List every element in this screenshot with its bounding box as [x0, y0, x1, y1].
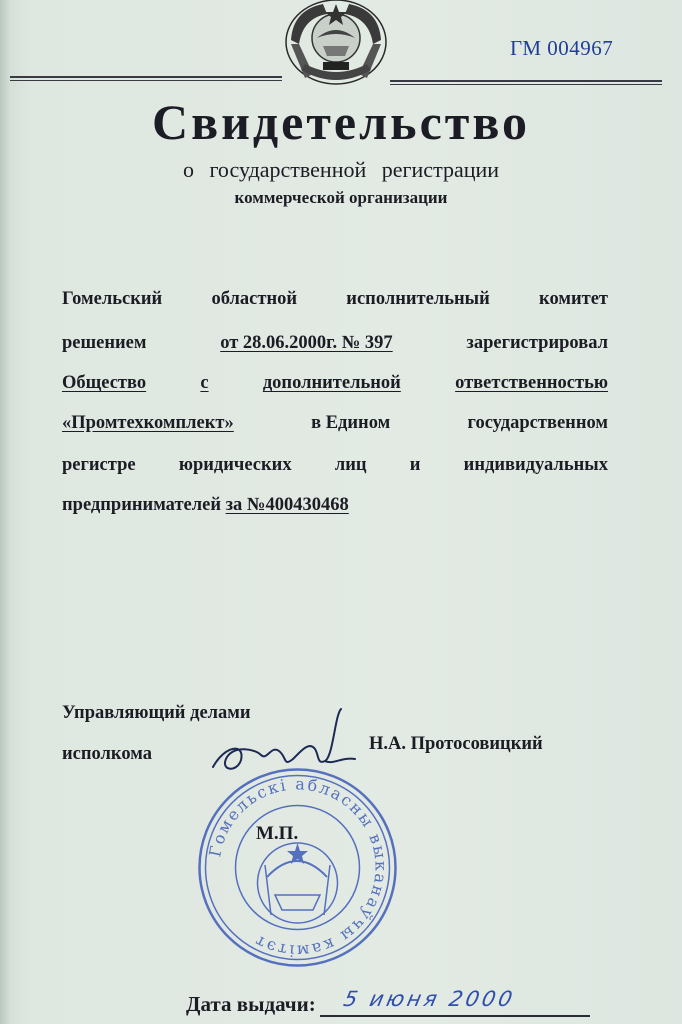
svg-text:Гомельскі абласны выканаўчы ка: Гомельскі абласны выканаўчы камітэт — [205, 774, 391, 961]
body-word: дополнительной — [262, 373, 401, 393]
body-line-5 — [62, 455, 608, 476]
body-word: зарегистрировал — [466, 333, 608, 353]
body-line-1 — [62, 289, 608, 310]
document-subtitle: о государственной регистрации — [182, 157, 500, 182]
issue-date-label: Дата выдачи: — [186, 992, 316, 1016]
signatory-position-line-2: исполкома — [62, 744, 152, 764]
body-word: Гомельский — [62, 289, 163, 309]
body-word: в Едином — [311, 413, 391, 433]
body-word: ответственностью — [455, 373, 608, 393]
body-word: государственном — [467, 413, 608, 433]
header-rule-left — [10, 76, 282, 81]
header-rule-right — [390, 80, 662, 85]
body-word: юридических — [178, 455, 292, 475]
body-line-6 — [62, 495, 349, 516]
document-title: Свидетельство — [151, 94, 531, 150]
coat-of-arms-icon — [283, 0, 389, 86]
body-word: Общество — [62, 373, 147, 393]
body-word: индивидуальных — [463, 455, 608, 475]
organization-name: «Промтехкомплект» — [62, 413, 234, 433]
decision-reference: от 28.06.2000г. № 397 — [220, 333, 393, 353]
signatory-name: Н.А. Протосовицкий — [369, 734, 543, 754]
body-word: областной — [211, 289, 298, 309]
body-word: с — [200, 373, 209, 393]
seal-placeholder-label: М.П. — [256, 823, 299, 844]
issue-date-value: 5 июня 2000 — [341, 987, 518, 1011]
body-word: регистре — [62, 455, 136, 475]
body-word: решением — [62, 333, 147, 353]
body-line-4 — [62, 413, 608, 434]
body-word: лиц — [334, 455, 367, 475]
issue-date-field — [320, 987, 590, 1017]
serial-number: ГМ 004967 — [510, 36, 614, 60]
registration-number: за №400430468 — [225, 495, 349, 515]
document-subtitle-secondary: коммерческой организации — [234, 188, 448, 207]
body-line-2 — [62, 333, 608, 354]
body-line-3 — [62, 373, 608, 394]
body-word: комитет — [539, 289, 608, 309]
issue-date-row — [186, 987, 590, 1017]
signatory-position-line-1: Управляющий делами — [62, 703, 251, 723]
official-seal — [195, 765, 400, 970]
body-word: исполнительный — [346, 289, 490, 309]
body-word: предпринимателей — [62, 495, 221, 515]
body-word: и — [409, 455, 421, 475]
